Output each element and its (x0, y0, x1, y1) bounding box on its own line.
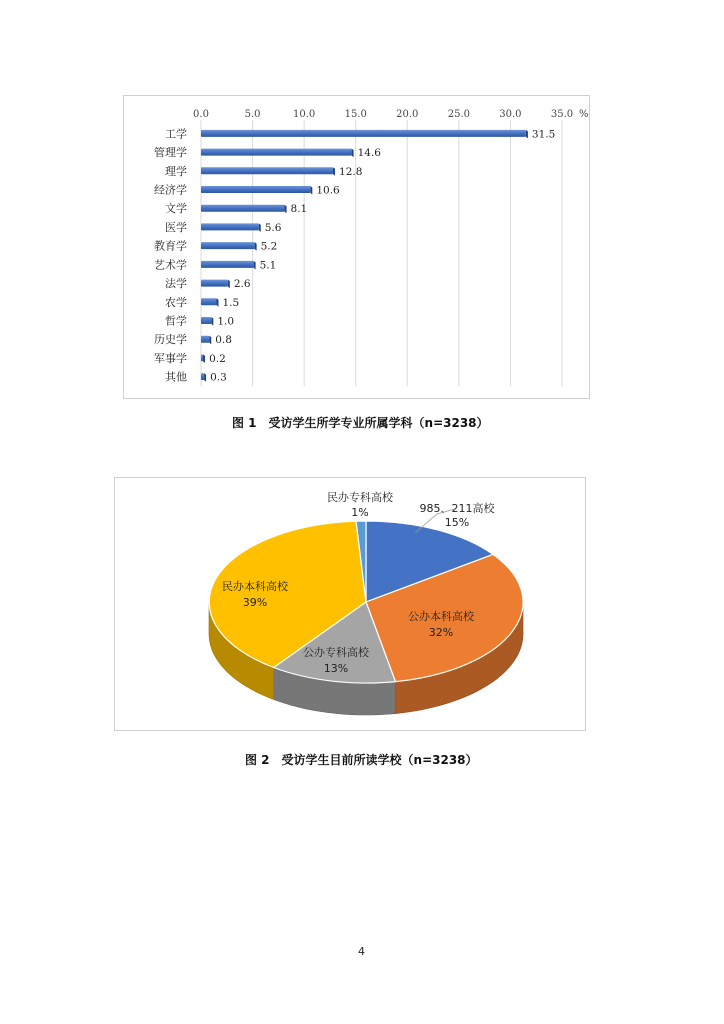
data-label: 14.6 (357, 147, 381, 160)
data-label: 12.8 (339, 165, 363, 178)
bar-side (526, 130, 528, 139)
bar (201, 280, 228, 287)
bar (201, 186, 310, 193)
x-unit-label: % (579, 109, 589, 120)
category-label: 其他 (165, 370, 187, 384)
category-label: 法学 (165, 277, 187, 291)
x-tick-label: 10.0 (293, 109, 316, 120)
category-label: 军事学 (154, 351, 187, 365)
bar-side (333, 167, 335, 176)
slice-percent-label: 13% (323, 662, 349, 675)
bar (201, 373, 204, 380)
bar-side (203, 354, 205, 363)
category-label: 经济学 (154, 183, 187, 197)
category-label: 教育学 (154, 239, 187, 253)
page-number: 4 (358, 945, 365, 958)
pie-chart-frame (114, 477, 586, 731)
slice-label: 民办专科高校 (327, 491, 393, 504)
category-label: 管理学 (154, 146, 187, 160)
bar-side (352, 149, 354, 158)
bar (201, 261, 254, 268)
bar (201, 354, 203, 361)
data-label: 5.6 (264, 221, 282, 234)
bar (201, 149, 352, 156)
data-label: 5.2 (260, 240, 278, 253)
bar-side (209, 336, 211, 345)
bar-side (310, 186, 312, 195)
bar-side (216, 298, 218, 307)
bar-side (255, 242, 257, 251)
category-label: 理学 (165, 164, 187, 178)
data-label: 1.0 (217, 315, 235, 328)
category-label: 哲学 (165, 314, 187, 328)
pie-chart (115, 478, 585, 730)
x-tick-label: 30.0 (499, 109, 522, 120)
data-label: 10.6 (316, 184, 340, 197)
slice-label: 985、211高校 (419, 502, 495, 515)
category-label: 历史学 (154, 333, 187, 347)
bar (201, 317, 211, 324)
x-tick-label: 20.0 (396, 109, 419, 120)
slice-percent-label: 15% (444, 516, 470, 529)
bar (201, 242, 255, 249)
category-label: 农学 (165, 295, 187, 309)
x-tick-label: 35.0 (550, 109, 574, 120)
bar (201, 223, 259, 230)
data-label: 0.3 (210, 371, 227, 384)
bar (201, 298, 216, 305)
bar (201, 336, 209, 343)
bar (201, 167, 333, 174)
x-tick-label: 25.0 (447, 109, 470, 120)
slice-label: 民办本科高校 (222, 580, 288, 593)
data-label: 5.1 (259, 259, 277, 272)
figure1-caption: 图 1 受访学生所学专业所属学科（n=3238） (232, 416, 489, 430)
bar-side (285, 205, 287, 214)
bar-side (211, 317, 213, 326)
data-label: 8.1 (290, 203, 308, 216)
x-tick-label: 15.0 (344, 109, 367, 120)
bar-chart-frame (123, 95, 590, 399)
category-label: 艺术学 (154, 258, 187, 272)
bar-side (204, 373, 206, 382)
figure2-caption: 图 2 受访学生目前所读学校（n=3238） (245, 753, 478, 767)
bar-side (259, 223, 261, 232)
category-label: 医学 (165, 220, 187, 234)
bar-side (254, 261, 256, 270)
category-label: 文学 (165, 202, 187, 216)
data-label: 0.8 (215, 334, 232, 347)
data-label: 31.5 (531, 128, 556, 141)
slice-percent-label: 32% (428, 626, 454, 639)
slice-label: 公办专科高校 (303, 646, 369, 659)
bar (201, 205, 285, 212)
slice-percent-label: 1% (351, 506, 369, 519)
category-label: 工学 (165, 127, 187, 141)
bar-chart (124, 96, 589, 398)
x-tick-label: 0.0 (193, 109, 209, 120)
bar-side (228, 280, 230, 289)
slice-label: 公办本科高校 (408, 610, 474, 623)
slice-percent-label: 39% (242, 596, 268, 609)
x-tick-label: 5.0 (244, 109, 261, 120)
data-label: 0.2 (209, 352, 226, 365)
data-label: 2.6 (233, 278, 251, 291)
bar (201, 130, 526, 137)
data-label: 1.5 (222, 296, 240, 309)
